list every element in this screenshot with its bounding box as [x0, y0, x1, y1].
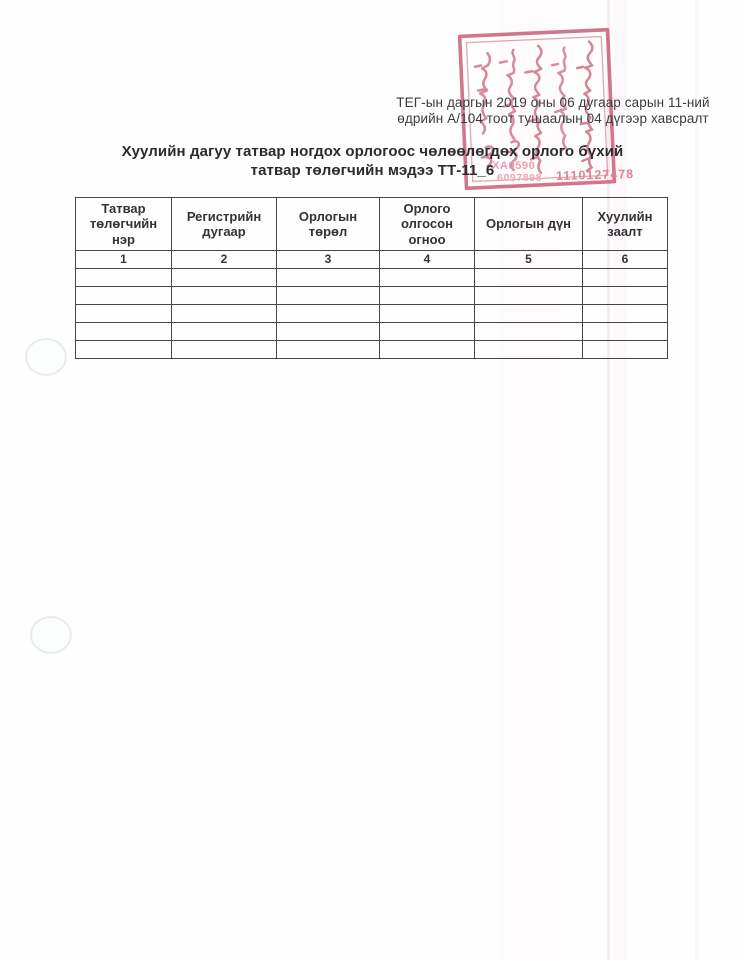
table-empty-cell: [277, 304, 380, 322]
table-empty-cell: [380, 304, 475, 322]
table-empty-cell: [76, 322, 172, 340]
table-empty-row: [76, 268, 668, 286]
table-empty-cell: [76, 268, 172, 286]
table-empty-cell: [380, 268, 475, 286]
table-empty-cell: [475, 340, 583, 358]
order-reference-line2: өдрийн А/104 тоот тушаалын 04 дүгээр хавсралт: [397, 111, 709, 127]
table-empty-cell: [76, 286, 172, 304]
table-empty-cell: [475, 322, 583, 340]
column-number: 6: [583, 250, 668, 268]
col-header-taxpayer-name: Татвар төлөгчийн нэр: [76, 198, 172, 251]
col-header-income-date: Орлого олгосон огноо: [380, 198, 475, 251]
table-empty-cell: [583, 304, 668, 322]
table-empty-row: [76, 322, 668, 340]
table-column-number-row: [76, 250, 668, 268]
form-title-line1: Хуулийн дагуу татвар ногдох орлогоос чөлөөлөгдөх орлого бүхий: [121, 143, 624, 160]
table-empty-row: [76, 304, 668, 322]
order-reference-line1: ТЕГ-ын даргын 2019 оны 06 дугаар сарын 11-ний: [396, 95, 710, 110]
table-empty-cell: [172, 268, 277, 286]
table-empty-cell: [172, 340, 277, 358]
table-empty-row: [76, 340, 668, 358]
table-empty-cell: [277, 268, 380, 286]
table-empty-cell: [475, 268, 583, 286]
form-title: [0, 143, 745, 180]
table-empty-cell: [277, 322, 380, 340]
table-empty-cell: [583, 340, 668, 358]
table-empty-cell: [172, 322, 277, 340]
table-empty-cell: [475, 304, 583, 322]
column-number: 3: [277, 250, 380, 268]
col-header-income-amount: Орлогын дүн: [475, 198, 583, 251]
tax-exempt-income-table: [75, 197, 668, 359]
table-empty-cell: [76, 304, 172, 322]
col-header-income-type: Орлогын төрөл: [277, 198, 380, 251]
column-number: 5: [475, 250, 583, 268]
stamp-registration-number: 1110127478: [555, 166, 635, 184]
table-empty-cell: [277, 340, 380, 358]
punch-hole-mark-bottom: [30, 616, 72, 654]
table-empty-cell: [172, 286, 277, 304]
column-number: 4: [380, 250, 475, 268]
col-header-law-clause: Хуулийн заалт: [583, 198, 668, 251]
order-reference-note: [363, 95, 743, 128]
table-empty-row: [76, 286, 668, 304]
stamp-serial-number: 6097898: [497, 172, 543, 184]
table-empty-cell: [172, 304, 277, 322]
punch-hole-mark-top: [25, 338, 67, 376]
table-header-row: [76, 198, 668, 251]
stamp-serial-code: ХА0590: [492, 160, 536, 172]
table-empty-cell: [583, 322, 668, 340]
table-body: [76, 268, 668, 358]
col-header-register-number: Регистрийн дугаар: [172, 198, 277, 251]
table-empty-cell: [380, 322, 475, 340]
table-empty-cell: [380, 286, 475, 304]
table-empty-cell: [277, 286, 380, 304]
column-number: 2: [172, 250, 277, 268]
column-number: 1: [76, 250, 172, 268]
table-empty-cell: [583, 268, 668, 286]
table-empty-cell: [475, 286, 583, 304]
form-title-line2: татвар төлөгчийн мэдээ ТТ-11_6: [250, 161, 495, 179]
table-empty-cell: [76, 340, 172, 358]
table-empty-cell: [380, 340, 475, 358]
table-empty-cell: [583, 286, 668, 304]
